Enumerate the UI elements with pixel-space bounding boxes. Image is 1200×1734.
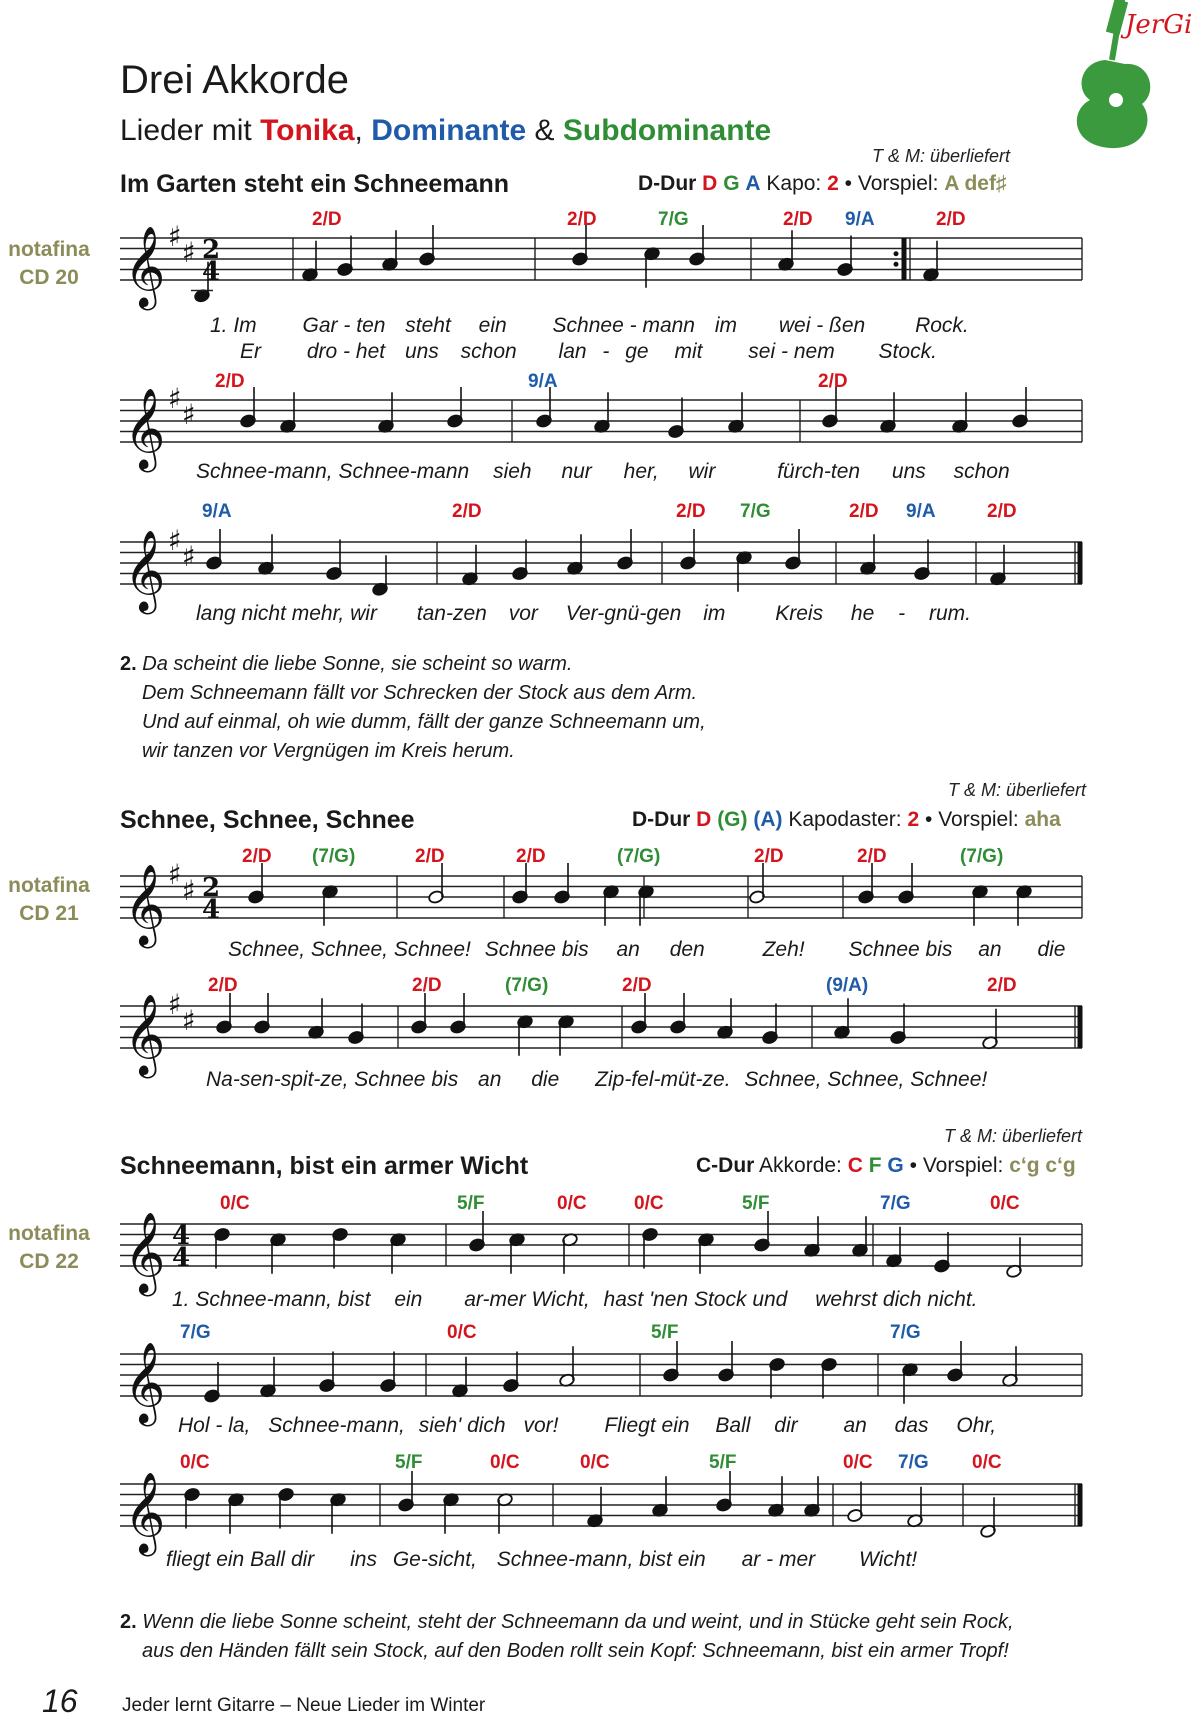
lyric-word: steht bbox=[405, 314, 451, 337]
lyric-word: - bbox=[898, 602, 906, 625]
lyric-word: lang bbox=[196, 602, 236, 625]
lyrics-line-4 bbox=[228, 938, 1065, 962]
lyric-word: ten bbox=[830, 460, 861, 483]
chord-label: 0/C bbox=[990, 1193, 1020, 1214]
lyric-word: - bbox=[343, 340, 351, 363]
lyric-word: 'nen bbox=[649, 1288, 689, 1311]
time-signature-bottom: 4 bbox=[202, 257, 221, 287]
song1-verse2 bbox=[120, 650, 706, 766]
lyric-word: ge bbox=[625, 340, 649, 363]
chord-label: 5/F bbox=[395, 1452, 423, 1473]
chord-label: 0/C bbox=[490, 1452, 520, 1473]
chord-label: 0/C bbox=[557, 1193, 587, 1214]
chord-label: 5/F bbox=[651, 1322, 679, 1343]
sharp-sign: ♯ bbox=[182, 874, 196, 907]
chord-label: 2/D bbox=[987, 501, 1017, 522]
lyric-word: Schnee bbox=[496, 1548, 568, 1571]
lyric-word: Ball bbox=[715, 1414, 751, 1437]
chord-label: 2/D bbox=[412, 975, 442, 996]
lyric-word: Ohr, bbox=[956, 1414, 997, 1437]
chord-label: 2/D bbox=[215, 371, 245, 392]
lyric-word: ten bbox=[356, 314, 386, 337]
lyric-word: Kreis bbox=[775, 602, 824, 625]
lyric-word: - bbox=[567, 1548, 575, 1571]
chord-label: 2/D bbox=[849, 501, 879, 522]
lyrics-line-2 bbox=[196, 460, 1010, 484]
subtitle-comma: , bbox=[354, 114, 363, 147]
lyric-word: Na bbox=[206, 1068, 233, 1091]
lyric-word: het bbox=[355, 340, 386, 363]
sharp-sign: ♯ bbox=[182, 1004, 196, 1037]
lyric-word: rum. bbox=[928, 602, 971, 625]
lyric-word: mit bbox=[674, 340, 703, 363]
lyric-word: 1. Im bbox=[210, 314, 257, 337]
song2-chord-sub: (G) bbox=[717, 808, 748, 831]
lyric-word: dir bbox=[774, 1414, 798, 1437]
song3-intro: c‘g c‘g bbox=[1009, 1154, 1076, 1177]
lyric-word: an bbox=[478, 1068, 502, 1091]
lyric-word: Zeh! bbox=[762, 938, 805, 961]
chord-label: 2/D bbox=[516, 846, 546, 867]
lyric-word: ze. bbox=[702, 1068, 731, 1091]
dominante-label: Dominante bbox=[371, 114, 527, 147]
lyric-word: mer bbox=[489, 1288, 526, 1311]
lyric-word: Ball bbox=[250, 1548, 286, 1571]
lyric-word: ins bbox=[350, 1548, 377, 1571]
lyric-word: wei bbox=[778, 314, 811, 337]
song3-sep: • bbox=[909, 1154, 917, 1177]
lyric-word: dich bbox=[467, 1414, 506, 1437]
lyric-word: - bbox=[273, 1068, 281, 1091]
song2-key: D-Dur bbox=[632, 808, 691, 831]
lyric-word: - bbox=[343, 314, 351, 337]
lyric-word: la, bbox=[228, 1414, 251, 1437]
time-signature-top: 2 bbox=[202, 235, 221, 265]
chord-label: 7/G bbox=[740, 501, 771, 522]
lyric-word: gnü bbox=[604, 602, 640, 625]
book-title: Jeder lernt Gitarre – Neue Lieder im Winter bbox=[122, 1695, 486, 1716]
chord-label: 0/C bbox=[447, 1322, 477, 1343]
sharp-sign: ♯ bbox=[168, 524, 182, 557]
lyric-word: - bbox=[446, 602, 453, 625]
lyric-word: Ge bbox=[392, 1548, 421, 1571]
treble-clef: 𝄞 bbox=[124, 1341, 166, 1423]
sharp-sign: ♯ bbox=[168, 382, 182, 415]
lyric-word: her, bbox=[623, 460, 659, 483]
lyric-word: Er bbox=[240, 340, 261, 363]
lyric-word: die bbox=[1037, 938, 1066, 961]
lyric-word: Zip bbox=[595, 1068, 625, 1091]
lyric-word: mann, bbox=[346, 1414, 405, 1437]
chord-label: 2/D bbox=[936, 209, 966, 230]
lyric-word: ze, bbox=[320, 1068, 349, 1091]
chord-label: 0/C bbox=[220, 1193, 250, 1214]
lyric-word: - bbox=[624, 1068, 632, 1091]
sharp-sign: ♯ bbox=[168, 220, 182, 253]
lyric-word: Ver bbox=[565, 602, 598, 625]
chord-label: (7/G) bbox=[312, 846, 356, 867]
chord-label: 0/C bbox=[843, 1452, 873, 1473]
lyric-word: hast bbox=[603, 1288, 644, 1311]
lyric-word: Schnee! bbox=[910, 1068, 988, 1091]
chord-label: 2/D bbox=[312, 209, 342, 230]
chord-label: 9/A bbox=[528, 371, 558, 392]
chord-label: 2/D bbox=[987, 975, 1017, 996]
lyric-word: - bbox=[823, 460, 831, 483]
subtitle-prefix: Lieder mit bbox=[120, 114, 261, 147]
lyric-word: Hol bbox=[178, 1414, 210, 1437]
verse-line: Wenn die liebe Sonne scheint, steht der Schneemann da und weint, und in Stücke geht sein Rock, bbox=[142, 1611, 1014, 1633]
lyric-word: - bbox=[409, 460, 417, 483]
lyric-word: nicht bbox=[241, 602, 286, 625]
chord-label: 2/D bbox=[567, 209, 597, 230]
song1-chord-sub: G bbox=[723, 172, 740, 195]
lyric-word: - bbox=[653, 1068, 661, 1091]
song3-key: C-Dur bbox=[696, 1154, 755, 1177]
lyric-word: das bbox=[894, 1414, 929, 1437]
lyric-word: Wicht, bbox=[531, 1288, 590, 1311]
lyric-word: - bbox=[215, 1414, 223, 1437]
song1-sep: • bbox=[844, 172, 853, 195]
sharp-sign: ♯ bbox=[168, 858, 182, 891]
lyric-word: he bbox=[850, 602, 875, 625]
lyric-word: fel bbox=[631, 1068, 654, 1091]
lyric-word: - bbox=[602, 340, 610, 363]
lyric-word: bist bbox=[337, 1288, 371, 1311]
lyric-word: Schnee, bbox=[744, 1068, 822, 1091]
chord-label: 2/D bbox=[754, 846, 784, 867]
lyric-word: - bbox=[695, 1068, 703, 1091]
treble-clef: 𝄞 bbox=[124, 529, 166, 611]
lyrics-line-5 bbox=[206, 1068, 987, 1092]
lyric-word: wehrst bbox=[815, 1288, 878, 1311]
lyric-word: ar bbox=[464, 1288, 483, 1311]
song3-cd-brand: notafina bbox=[8, 1222, 90, 1245]
lyric-word: ar bbox=[741, 1548, 761, 1571]
song3-verse2 bbox=[120, 1608, 1014, 1666]
subdominante-label: Subdominante bbox=[562, 114, 772, 147]
time-signature-bottom: 4 bbox=[202, 895, 221, 925]
lyric-word: wir bbox=[688, 460, 716, 483]
song2-cd-brand: notafina bbox=[8, 874, 90, 897]
lyric-word: mann bbox=[416, 460, 470, 483]
song3-cd-number: CD 22 bbox=[19, 1250, 79, 1273]
lyric-word: - bbox=[781, 340, 788, 363]
lyric-word: Schnee bbox=[196, 460, 268, 483]
lyric-word: zen bbox=[453, 602, 487, 625]
song3-chords-label: Akkorde: bbox=[759, 1154, 842, 1177]
chord-label: 9/A bbox=[906, 501, 936, 522]
song2-title: Schnee, Schnee, Schnee bbox=[120, 806, 415, 834]
song1-capo-label: Kapo: bbox=[766, 172, 822, 195]
lyric-word: lan bbox=[558, 340, 587, 363]
lyric-word: mer bbox=[778, 1548, 816, 1571]
lyric-word: fliegt bbox=[166, 1548, 211, 1571]
verse-line: wir tanzen vor Vergnügen im Kreis herum. bbox=[142, 740, 515, 762]
lyric-word: Schnee, bbox=[310, 938, 388, 961]
lyric-word: Schnee bbox=[354, 1068, 426, 1091]
lyric-word: ein bbox=[677, 1548, 706, 1571]
chord-label: (9/A) bbox=[826, 975, 869, 996]
lyric-word: mann, bbox=[273, 1288, 332, 1311]
lyric-word: nem bbox=[793, 340, 835, 363]
song1-intro-label: Vorspiel: bbox=[857, 172, 939, 195]
lyric-word: - bbox=[629, 314, 637, 337]
song1-capo: 2 bbox=[827, 172, 839, 195]
chord-label: 7/G bbox=[898, 1452, 929, 1473]
song1-chord-tonic: D bbox=[702, 172, 718, 195]
lyric-word: vor bbox=[508, 602, 538, 625]
page-number: 16 bbox=[42, 1683, 78, 1719]
song3-chord-tonic: C bbox=[847, 1154, 863, 1177]
lyric-word: bis bbox=[561, 938, 589, 961]
lyrics-line-1a bbox=[210, 314, 969, 338]
song2-capo-label: Kapodaster: bbox=[788, 808, 902, 831]
lyric-word: mann, bbox=[274, 460, 333, 483]
lyric-word: - bbox=[339, 1414, 347, 1437]
time-signature-top: 2 bbox=[202, 873, 221, 903]
lyric-word: spit bbox=[280, 1068, 314, 1091]
chord-label: 2/D bbox=[622, 975, 652, 996]
chord-label: 7/G bbox=[890, 1322, 921, 1343]
verse-line: Dem Schneemann fällt vor Schrecken der Stock aus dem Arm. bbox=[142, 682, 698, 704]
song3-title: Schneemann, bist ein armer Wicht bbox=[120, 1152, 529, 1180]
lyric-word: ein bbox=[661, 1414, 690, 1437]
chord-label: 5/F bbox=[709, 1452, 737, 1473]
lyric-word: Schnee bbox=[484, 938, 556, 961]
lyric-word: - bbox=[313, 1068, 321, 1091]
song2-intro: aha bbox=[1024, 808, 1061, 831]
lyric-word: dro bbox=[306, 340, 338, 363]
lyric-word: Fliegt bbox=[604, 1414, 656, 1437]
lyric-word: bist bbox=[639, 1548, 672, 1571]
lyric-word: ßen bbox=[829, 314, 866, 337]
lyric-word: - bbox=[639, 602, 647, 625]
song2-chord-dom: (A) bbox=[753, 808, 783, 831]
lyric-word: - bbox=[267, 460, 275, 483]
chord-label: 7/G bbox=[880, 1193, 911, 1214]
lyric-word: im bbox=[714, 314, 737, 337]
lyric-word: ein bbox=[478, 314, 507, 337]
lyric-word: Schnee, bbox=[827, 1068, 905, 1091]
lyric-word: nur bbox=[561, 460, 592, 483]
lyric-word: an bbox=[843, 1414, 867, 1437]
repeat-dot bbox=[894, 251, 899, 256]
lyric-word: sicht, bbox=[427, 1548, 477, 1571]
song1-cd-brand: notafina bbox=[8, 238, 90, 261]
lyric-word: - bbox=[816, 314, 824, 337]
song1-credit: T & M: überliefert bbox=[871, 146, 1010, 166]
song2-capo: 2 bbox=[907, 808, 920, 831]
treble-clef: 𝄞 bbox=[124, 1211, 166, 1293]
verse-line: aus den Händen fällt sein Stock, auf den Boden rollt sein Kopf: Schneemann, bist ein armer Tropf! bbox=[142, 1640, 1009, 1662]
treble-clef: 𝄞 bbox=[124, 225, 166, 307]
time-signature-top: 4 bbox=[172, 1221, 191, 1251]
lyric-word: Schnee bbox=[848, 938, 920, 961]
chord-label: 2/D bbox=[208, 975, 238, 996]
sharp-sign: ♯ bbox=[182, 540, 196, 573]
lyric-word: vor! bbox=[523, 1414, 559, 1437]
lyrics-line-1b bbox=[240, 340, 937, 364]
lyric-word: Schnee, bbox=[228, 938, 306, 961]
lyric-word: Schnee bbox=[268, 1414, 340, 1437]
lyric-word: den bbox=[669, 938, 705, 961]
chord-label: 2/D bbox=[783, 209, 813, 230]
song3-credit: T & M: überliefert bbox=[943, 1126, 1082, 1146]
song3-intro-label: Vorspiel: bbox=[922, 1154, 1004, 1177]
lyric-word: an bbox=[978, 938, 1002, 961]
sharp-sign: ♯ bbox=[182, 236, 196, 269]
tonika-label: Tonika bbox=[260, 114, 355, 147]
chord-label: 0/C bbox=[180, 1452, 210, 1473]
lyrics-line-7 bbox=[178, 1414, 996, 1438]
lyric-word: mehr, bbox=[291, 602, 345, 625]
lyric-word: Schnee bbox=[552, 314, 624, 337]
lyric-word: Schnee bbox=[338, 460, 410, 483]
chord-label: 2/D bbox=[857, 846, 887, 867]
lyric-word: dir bbox=[290, 1548, 315, 1571]
brand-logo-text: JerGi bbox=[1125, 10, 1193, 40]
lyric-word: fürch bbox=[777, 460, 824, 483]
lyric-word: uns bbox=[404, 340, 439, 363]
lyric-word: - bbox=[766, 1548, 774, 1571]
lyric-word: bis bbox=[925, 938, 953, 961]
lyric-word: sei bbox=[748, 340, 776, 363]
chord-label: 5/F bbox=[742, 1193, 770, 1214]
song2-chord-tonic: D bbox=[696, 808, 712, 831]
chord-label: (7/G) bbox=[960, 846, 1004, 867]
verse-line: Da scheint die liebe Sonne, sie scheint so warm. bbox=[142, 653, 573, 675]
song1-cd-number: CD 20 bbox=[19, 266, 79, 289]
chord-label: 5/F bbox=[457, 1193, 485, 1214]
verse-number: 2. bbox=[120, 1611, 137, 1633]
verse-number: 2. bbox=[120, 653, 137, 675]
lyric-word: gen bbox=[646, 602, 682, 625]
chord-label: (7/G) bbox=[617, 846, 661, 867]
chord-label: 2/D bbox=[415, 846, 445, 867]
lyric-word: Stock. bbox=[878, 340, 937, 363]
lyric-word: sen bbox=[239, 1068, 274, 1091]
time-signature-bottom: 4 bbox=[172, 1243, 191, 1273]
chord-label: 0/C bbox=[580, 1452, 610, 1473]
lyric-word: uns bbox=[891, 460, 926, 483]
subtitle-amp: & bbox=[526, 114, 563, 147]
sharp-sign: ♯ bbox=[168, 988, 182, 1021]
lyric-word: ein bbox=[394, 1288, 423, 1311]
song1-intro: A def♯ bbox=[944, 172, 1007, 195]
chord-label: 9/A bbox=[202, 501, 232, 522]
lyric-word: sieh bbox=[493, 460, 532, 483]
lyric-word: Stock bbox=[693, 1288, 747, 1311]
lyric-word: mann, bbox=[574, 1548, 634, 1571]
chord-label: 7/G bbox=[658, 209, 689, 230]
repeat-dot bbox=[894, 262, 899, 267]
lyric-word: Wicht! bbox=[858, 1548, 918, 1571]
page-title: Drei Akkorde bbox=[120, 58, 349, 102]
lyric-word: müt bbox=[660, 1068, 696, 1091]
lyric-word: - bbox=[597, 602, 605, 625]
treble-clef: 𝄞 bbox=[124, 993, 166, 1075]
song2-credit: T & M: überliefert bbox=[947, 780, 1086, 800]
lyric-word: sieh' bbox=[418, 1414, 462, 1437]
song2-sep: • bbox=[924, 808, 933, 831]
chord-label: 2/D bbox=[242, 846, 272, 867]
song1-key: D-Dur bbox=[638, 172, 697, 195]
lyrics-line-3 bbox=[196, 602, 971, 626]
song1-title: Im Garten steht ein Schneemann bbox=[120, 170, 509, 198]
chord-label: 2/D bbox=[818, 371, 848, 392]
sharp-sign: ♯ bbox=[182, 398, 196, 431]
chord-label: 2/D bbox=[676, 501, 706, 522]
lyrics-line-8 bbox=[166, 1548, 917, 1572]
chord-label: 9/A bbox=[845, 209, 875, 230]
lyric-word: und bbox=[752, 1288, 788, 1311]
song3-chord-dom: G bbox=[887, 1154, 904, 1177]
chord-label: 7/G bbox=[180, 1322, 211, 1343]
song3-chord-sub: F bbox=[868, 1154, 882, 1177]
lyric-word: schon bbox=[460, 340, 517, 363]
lyrics-line-6 bbox=[172, 1288, 978, 1312]
chord-label: 2/D bbox=[452, 501, 482, 522]
lyric-word: ein bbox=[216, 1548, 245, 1571]
lyric-word: 1. Schnee bbox=[172, 1288, 267, 1311]
lyric-word: dich bbox=[882, 1288, 922, 1311]
lyric-word: die bbox=[531, 1068, 560, 1091]
song2-cd-number: CD 21 bbox=[19, 902, 79, 925]
chord-label: 0/C bbox=[972, 1452, 1002, 1473]
chord-label: 0/C bbox=[634, 1193, 664, 1214]
lyric-word: Rock. bbox=[915, 314, 969, 337]
lyric-word: mann bbox=[642, 314, 695, 337]
lyric-word: tan bbox=[416, 602, 446, 625]
treble-clef: 𝄞 bbox=[124, 1471, 166, 1553]
treble-clef: 𝄞 bbox=[124, 387, 166, 469]
lyric-word: - bbox=[420, 1548, 428, 1571]
lyric-word: wir bbox=[350, 602, 377, 625]
chord-label: (7/G) bbox=[505, 975, 549, 996]
lyric-word: Schnee! bbox=[393, 938, 471, 961]
song2-intro-label: Vorspiel: bbox=[938, 808, 1019, 831]
treble-clef: 𝄞 bbox=[124, 863, 166, 945]
lyric-word: schon bbox=[953, 460, 1010, 483]
lyric-word: nicht. bbox=[927, 1288, 978, 1311]
lyric-word: - bbox=[266, 1288, 274, 1311]
lyric-word: an bbox=[616, 938, 640, 961]
lyric-word: - bbox=[232, 1068, 240, 1091]
verse-line: Und auf einmal, oh wie dumm, fällt der ganze Schneemann um, bbox=[142, 711, 706, 733]
song1-chord-dom: A bbox=[745, 172, 761, 195]
lyric-word: bis bbox=[431, 1068, 459, 1091]
lyric-word: - bbox=[482, 1288, 490, 1311]
lyric-word: im bbox=[703, 602, 726, 625]
lyric-word: Gar bbox=[302, 314, 338, 337]
